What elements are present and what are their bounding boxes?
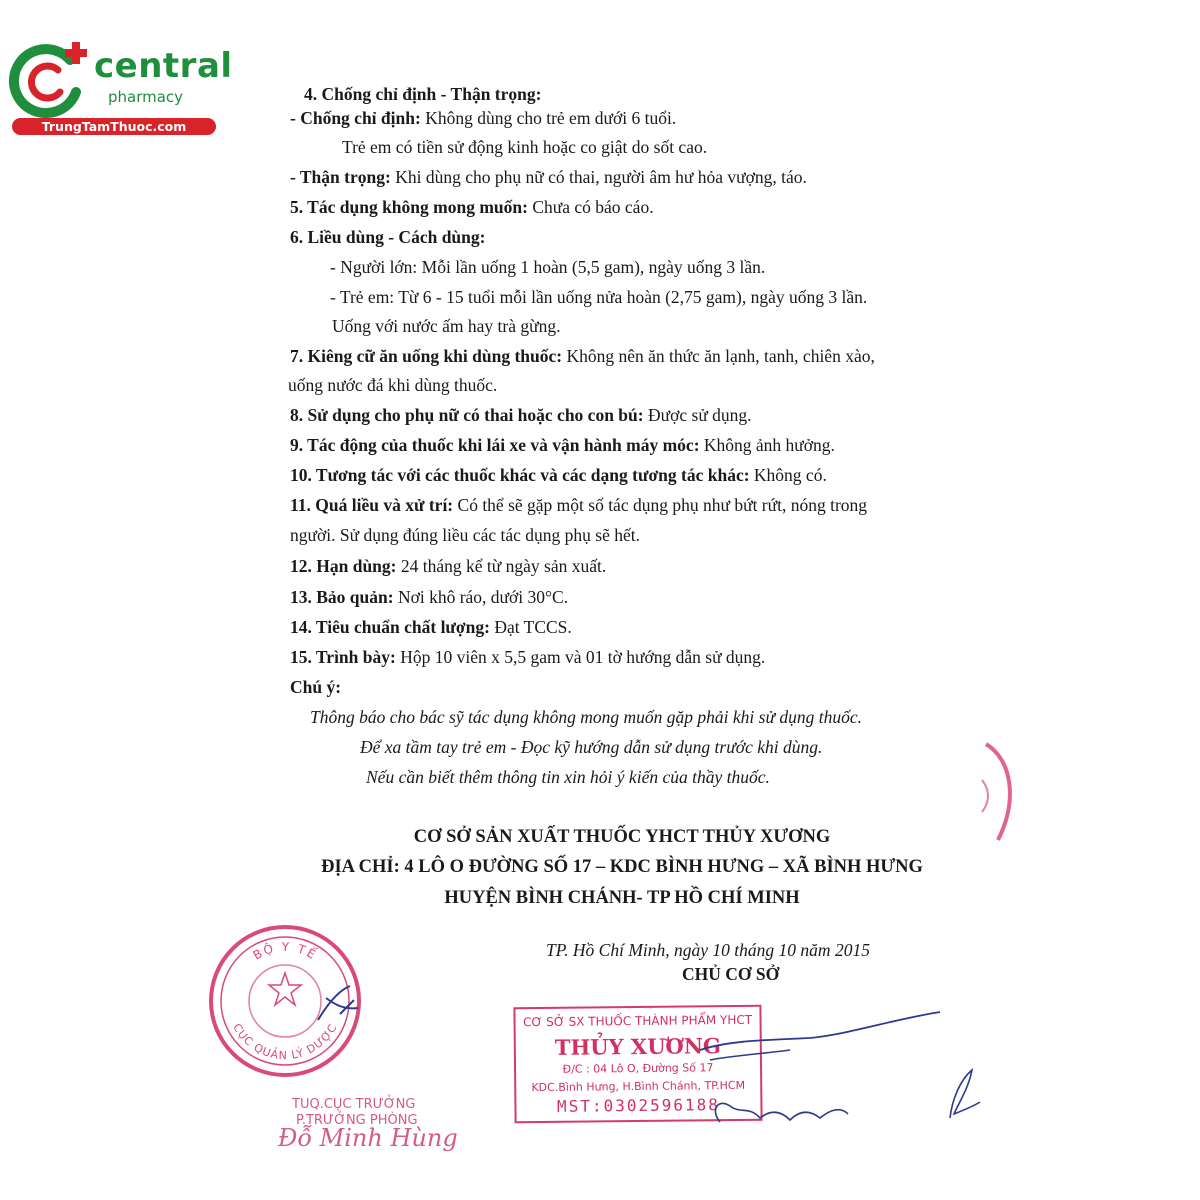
section-12: [290, 558, 606, 576]
note-line-3: Nếu cần biết thêm thông tin xin hỏi ý kiến của thầy thuốc.: [366, 767, 770, 787]
note-line-2: Để xa tầm tay trẻ em - Đọc kỹ hướng dẫn sử dụng trước khi dùng.: [360, 737, 823, 757]
text: 24 tháng kể từ ngày sản xuất.: [396, 556, 607, 576]
text: Không ảnh hưởng.: [699, 435, 835, 455]
rect-stamp-line-3: Đ/C : 04 Lô O, Đường Số 17: [562, 1061, 714, 1076]
rect-stamp-line-1: CƠ SỞ SX THUỐC THÀNH PHẨM YHCT: [522, 1012, 753, 1030]
label: 15. Trình bày:: [290, 647, 396, 667]
signoff-role: CHỦ CƠ SỞ: [682, 964, 780, 984]
section-6-child: - Trẻ em: Từ 6 - 15 tuổi mỗi lần uống nửa hoàn (2,75 gam), ngày uống 3 lần.: [330, 287, 868, 307]
facility-name: CƠ SỞ SẢN XUẤT THUỐC YHCT THỦY XƯƠNG: [413, 827, 831, 847]
official-line-2: P.TRƯỞNG PHÒNG: [296, 1113, 418, 1128]
text: Đạt TCCS.: [489, 617, 572, 637]
official-name: Đỗ Minh Hùng: [278, 1124, 458, 1152]
official-line-1: TUQ.CỤC TRƯỞNG: [292, 1097, 416, 1112]
section-6-usage: Uống với nước ấm hay trà gừng.: [332, 316, 561, 336]
note-line-1: Thông báo cho bác sỹ tác dụng không mong muốn gặp phải khi sử dụng thuốc.: [310, 707, 862, 727]
year: 2015: [834, 940, 870, 960]
central-pharmacy-logo[interactable]: [8, 40, 233, 140]
section-4-contraindication: [290, 110, 676, 128]
text: Không dùng cho trẻ em dưới 6 tuổi.: [420, 108, 677, 128]
facility-address-1: ĐỊA CHỈ: 4 LÔ O ĐƯỜNG SỐ 17 – KDC BÌNH HƯNG – XÃ BÌNH HƯNG: [321, 857, 923, 877]
text: Nơi khô ráo, dưới 30°C.: [393, 587, 569, 607]
label: - Thận trọng:: [290, 167, 391, 187]
text: Hộp 10 viên x 5,5 gam và 01 tờ hướng dẫn sử dụng.: [395, 647, 766, 667]
section-13: [290, 589, 568, 607]
section-14: [290, 619, 572, 637]
label: 12. Hạn dùng:: [290, 556, 397, 576]
date-prefix: TP. Hồ Chí Minh, ngày: [546, 940, 713, 960]
logo-brand: central: [94, 46, 233, 86]
section-7-cont: uống nước đá khi dùng thuốc.: [288, 375, 498, 395]
year-word: năm: [796, 940, 835, 960]
label: 11. Quá liều và xử trí:: [290, 495, 454, 515]
logo-site-bar[interactable]: TrungTamThuoc.com: [12, 118, 216, 135]
text: Có thể sẽ gặp một số tác dụng phụ như bứt rứt, nóng trong: [453, 495, 868, 515]
section-6-adult: - Người lớn: Mỗi lần uống 1 hoàn (5,5 gam), ngày uống 3 lần.: [330, 257, 766, 277]
central-pharmacy-mark-icon: [8, 40, 98, 120]
round-stamp-bottom: CỤC QUẢN LÝ DƯỢC: [230, 1021, 340, 1063]
rect-stamp-line-5: MST:0302596188: [556, 1095, 720, 1116]
section-9: [290, 437, 835, 455]
label: 7. Kiêng cữ ăn uống khi dùng thuốc:: [290, 346, 563, 366]
label: 9. Tác động của thuốc khi lái xe và vận hành máy móc:: [290, 435, 700, 455]
text: Khi dùng cho phụ nữ có thai, người âm hư hỏa vượng, táo.: [390, 167, 807, 187]
day: 10: [712, 940, 730, 960]
section-7: [290, 348, 875, 366]
section-11: [290, 497, 867, 515]
section-5: [290, 199, 654, 217]
month: 10: [778, 940, 797, 960]
round-stamp-top: BỘ Y TẾ: [250, 939, 320, 963]
label: 10. Tương tác với các thuốc khác và các dạng tương tác khác:: [290, 465, 750, 485]
section-8: [290, 407, 752, 425]
section-11-cont: người. Sử dụng đúng liều các tác dụng phụ sẽ hết.: [290, 525, 640, 545]
rect-stamp-line-4: KDC.Bình Hưng, H.Bình Chánh, TP.HCM: [531, 1078, 746, 1095]
label: 5. Tác dụng không mong muốn:: [290, 197, 528, 217]
label: 13. Bảo quản:: [290, 587, 394, 607]
signoff-date: [546, 942, 870, 960]
official-signature-mark: [310, 980, 370, 1030]
section-15: [290, 649, 765, 667]
text: Chưa có báo cáo.: [527, 197, 654, 217]
logo-subtitle: pharmacy: [108, 88, 184, 106]
label: 14. Tiêu chuẩn chất lượng:: [290, 617, 490, 637]
section-4-contraindication-2: Trẻ em có tiền sử động kinh hoặc co giật do sốt cao.: [342, 137, 708, 157]
text: Được sử dụng.: [643, 405, 752, 425]
label: - Chống chỉ định:: [290, 108, 421, 128]
section-6-heading: 6. Liều dùng - Cách dùng:: [290, 227, 486, 247]
section-4-heading: 4. Chống chỉ định - Thận trọng:: [304, 84, 542, 104]
text: Không nên ăn thức ăn lạnh, tanh, chiên xào,: [562, 346, 875, 366]
rect-stamp-line-2: THỦY XƯƠNG: [554, 1033, 722, 1060]
text: Không có.: [749, 465, 827, 485]
section-4-caution: [290, 169, 807, 187]
label: 8. Sử dụng cho phụ nữ có thai hoặc cho con bú:: [290, 405, 644, 425]
section-10: [290, 467, 827, 485]
owner-signature: [690, 1010, 1050, 1130]
month-word: tháng: [729, 940, 779, 960]
facility-address-2: HUYỆN BÌNH CHÁNH- TP HỒ CHÍ MINH: [444, 888, 800, 908]
note-heading: Chú ý:: [290, 677, 342, 697]
partial-stamp-edge: [968, 740, 1028, 850]
